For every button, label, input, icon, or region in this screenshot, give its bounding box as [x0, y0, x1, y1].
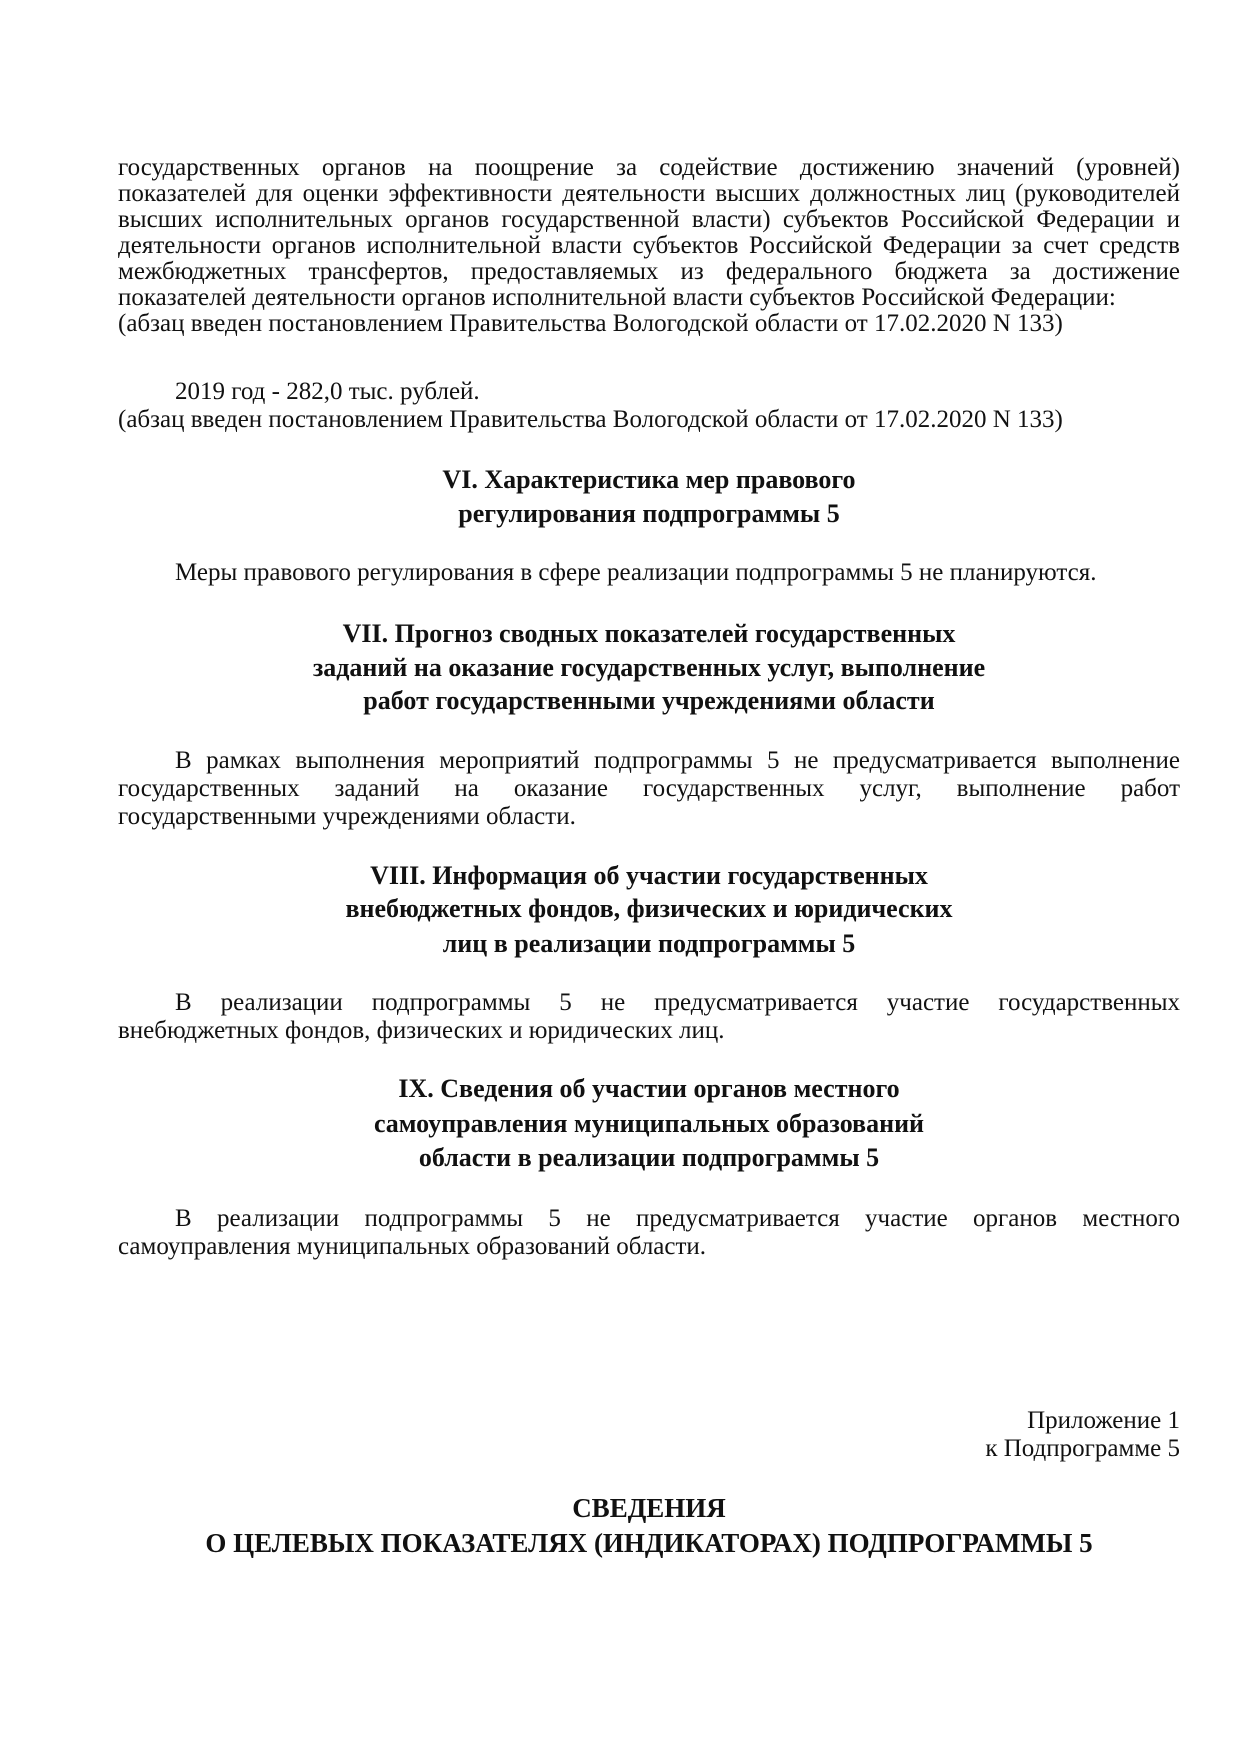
section-text: внебюджетных фондов, физических и юридических лиц. [118, 1017, 725, 1044]
section-text: Меры правового регулирования в сфере реализации подпрограммы 5 не планируются. [175, 559, 1097, 586]
section-text: В рамках выполнения мероприятий подпрограммы 5 не предусматривается выполнение [175, 747, 1180, 774]
section-heading-vii: работ государственными учреждениями области [363, 686, 935, 715]
section-text: самоуправления муниципальных образований области. [118, 1233, 707, 1260]
intro-line: показателей для оценки эффективности деятельности высших должностных лиц (руководителей [118, 180, 1180, 207]
section-heading-viii: внебюджетных фондов, физических и юридических [345, 894, 953, 923]
intro-line: высших исполнительных органов государственной власти) субъектов Российской Федерации и [118, 206, 1180, 233]
section-text: В реализации подпрограммы 5 не предусматривается участие органов местного [175, 1205, 1180, 1232]
section-text: государственными учреждениями области. [118, 803, 576, 830]
section-heading-vii: VII. Прогноз сводных показателей государственных [342, 619, 956, 648]
intro-line: государственных органов на поощрение за содействие достижению значений (уровней) [118, 154, 1180, 181]
appendix-label: к Подпрограмме 5 [985, 1435, 1180, 1462]
appendix-title: СВЕДЕНИЯ [572, 1493, 726, 1523]
section-heading-ix: IX. Сведения об участии органов местного [398, 1074, 900, 1103]
section-heading-ix: области в реализации подпрограммы 5 [418, 1143, 880, 1172]
section-text: государственных заданий на оказание государственных услуг, выполнение работ [118, 775, 1180, 802]
section-heading-ix: самоуправления муниципальных образований [373, 1109, 925, 1138]
section-heading-vi: регулирования подпрограммы 5 [458, 499, 840, 528]
section-heading-viii: лиц в реализации подпрограммы 5 [442, 929, 856, 958]
appendix-title: О ЦЕЛЕВЫХ ПОКАЗАТЕЛЯХ (ИНДИКАТОРАХ) ПОДПРОГРАММЫ 5 [205, 1528, 1093, 1558]
section-heading-vii: заданий на оказание государственных услуг, выполнение [312, 653, 986, 682]
intro-line: показателей деятельности органов исполнительной власти субъектов Российской Федерации: [118, 284, 1116, 311]
section-heading-vi: VI. Характеристика мер правового [442, 465, 856, 494]
intro-line: межбюджетных трансфертов, предоставляемых из федерального бюджета за достижение [118, 258, 1180, 285]
intro-line: деятельности органов исполнительной власти субъектов Российской Федерации за счет средств [118, 232, 1180, 259]
section-text: В реализации подпрограммы 5 не предусматривается участие государственных [175, 989, 1180, 1016]
section-heading-viii: VIII. Информация об участии государственных [370, 861, 928, 890]
amendment-note: (абзац введен постановлением Правительства Вологодской области от 17.02.2020 N 133) [118, 406, 1063, 433]
appendix-label: Приложение 1 [1027, 1407, 1180, 1434]
funding-amount: 2019 год - 282,0 тыс. рублей. [175, 378, 480, 405]
amendment-note: (абзац введен постановлением Правительства Вологодской области от 17.02.2020 N 133) [118, 310, 1063, 337]
